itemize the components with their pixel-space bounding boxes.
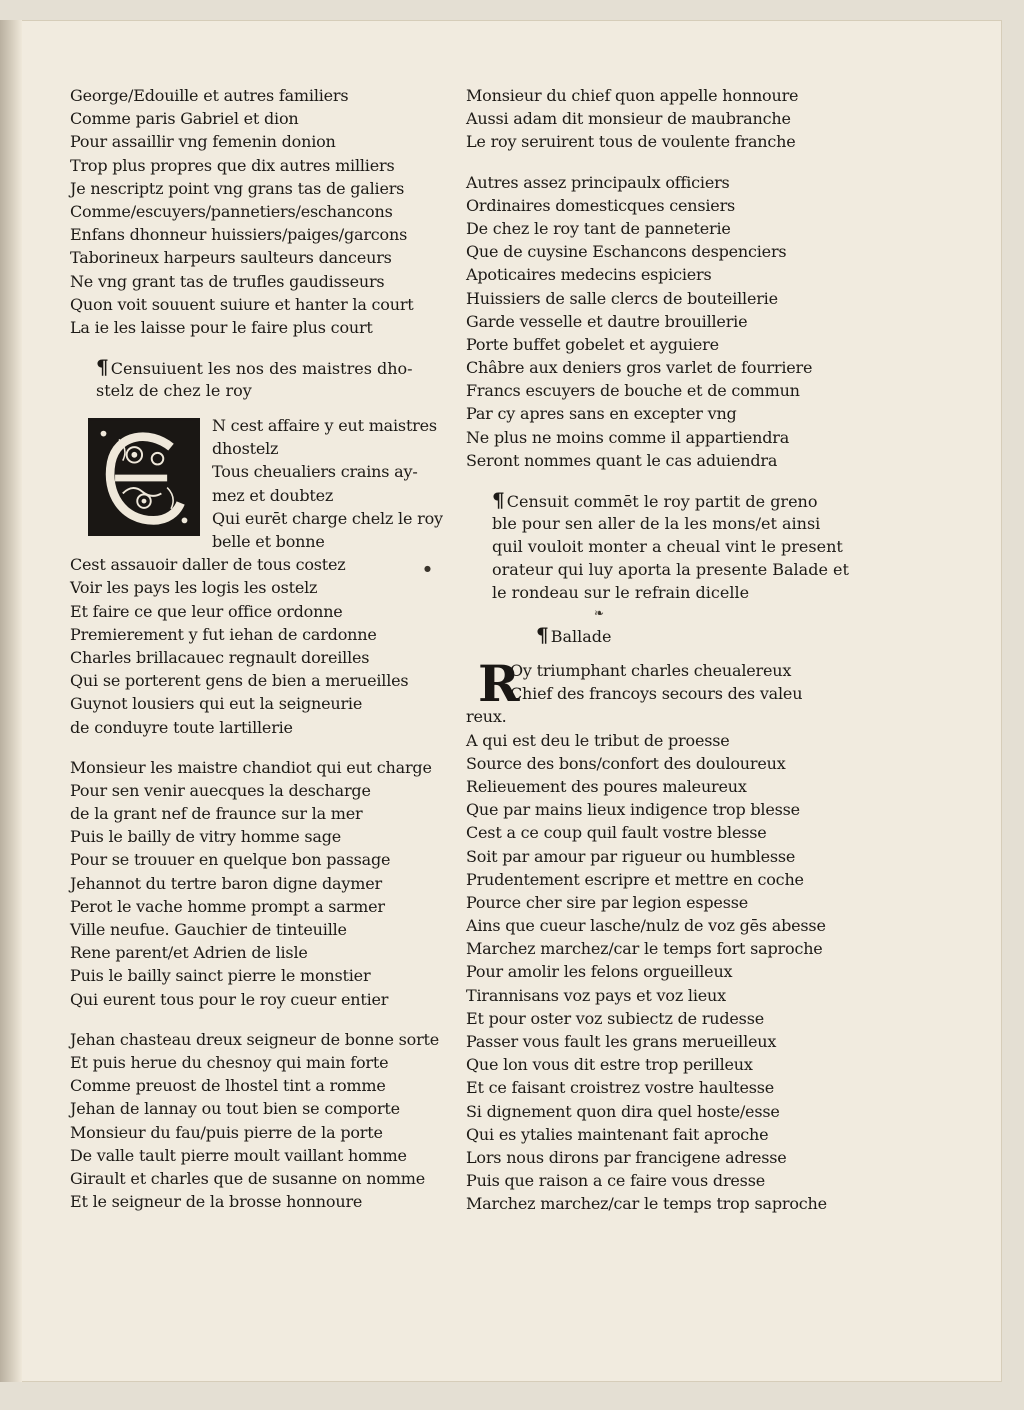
text-line: Voir les pays les logis les ostelz (70, 578, 318, 598)
text-line: Que lon vous dit estre trop perilleux (466, 1055, 753, 1075)
text-line: Marchez marchez/car le temps trop saproche (466, 1194, 827, 1214)
right-stanza-1 (466, 84, 856, 154)
stanza-gap (466, 472, 856, 489)
text-line: De chez le roy tant de panneterie (466, 218, 731, 238)
decorated-initial-e-icon (88, 418, 200, 536)
rubric-line: orateur qui luy aporta la presente Balade et (492, 560, 849, 579)
ballade-stanza (466, 654, 856, 1216)
text-line: Relieuement des poures maleureux (466, 776, 747, 796)
text-line: Autres assez principaulx officiers (466, 172, 730, 192)
text-line: Prudentement escripre et mettre en coche (466, 869, 804, 889)
text-line: Comme paris Gabriel et dion (70, 109, 299, 129)
dropcap-stanza (70, 414, 458, 739)
text-line: Je nescriptz point vng grans tas de galiers (70, 178, 405, 198)
text-line: Puis que raison a ce faire vous dresse (466, 1171, 765, 1191)
text-line: Marchez marchez/car le temps fort saproche (466, 939, 823, 959)
text-line: De valle tault pierre moult vaillant homme (70, 1145, 407, 1165)
text-line: Aussi adam dit monsieur de maubranche (466, 109, 791, 129)
text-line: Monsieur les maistre chandiot qui eut charge (70, 757, 432, 777)
text-line: Qui eurēt charge chelz le roy (212, 508, 443, 528)
text-line: Cest assauoir daller de tous costez (70, 555, 346, 575)
text-line: Huissiers de salle clercs de bouteillerie (466, 288, 778, 308)
stanza-gap (70, 739, 458, 756)
pilcrow-icon: ¶ (492, 488, 505, 512)
text-line: Pour assaillir vng femenin donion (70, 132, 336, 152)
text-line: Enfans dhonneur huissiers/paiges/garcons (70, 225, 408, 245)
text-line: Et faire ce que leur office ordonne (70, 601, 343, 621)
text-line: Pour sen venir auecques la descharge (70, 780, 371, 800)
text-line: Pour se trouuer en quelque bon passage (70, 850, 391, 870)
rubric-line: ¶ Censuit commēt le roy partit de greno (492, 488, 818, 512)
text-line: Que par mains lieux indigence trop blesse (466, 800, 800, 820)
text-line: Pour amolir les felons orgueilleux (466, 962, 733, 982)
text-line: Cest a ce coup quil fault vostre blesse (466, 823, 767, 843)
text-line: Apoticaires medecins espiciers (466, 265, 712, 285)
text-line: Taborineux harpeurs saulteurs danceurs (70, 248, 392, 268)
text-line: dhostelz (212, 439, 279, 459)
ink-dot: ● (424, 564, 431, 573)
left-column (70, 84, 458, 1213)
text-line: Ains que cueur lasche/nulz de voz gēs abesse (466, 916, 826, 936)
text-line: A qui est deu le tribut de proesse (466, 730, 730, 750)
text-line: de la grant nef de fraunce sur la mer (70, 804, 363, 824)
text-line: Jehan de lannay ou tout bien se comporte (70, 1099, 400, 1119)
text-line: Guynot lousiers qui eut la seigneurie (70, 694, 363, 714)
text-line: N cest affaire y eut maistres (212, 416, 437, 436)
text-line: Qui eurent tous pour le roy cueur entier (70, 989, 389, 1009)
text-line: Perot le vache homme prompt a sarmer (70, 896, 385, 916)
right-column (466, 84, 856, 1216)
rubric-line: ble pour sen aller de la les mons/et ainsi (492, 514, 821, 533)
text-line: Comme preuost de lhostel tint a romme (70, 1076, 386, 1096)
text-line: mez et doubtez (212, 485, 334, 505)
text-line: Soit par amour par rigueur ou humblesse (466, 846, 796, 866)
text-line: Et ce faisant croistrez vostre haultesse (466, 1078, 775, 1098)
text-line: Ne plus ne moins comme il appartiendra (466, 427, 790, 447)
stanza-gap (70, 402, 458, 414)
text-line: Ordinaires domesticques censiers (466, 195, 736, 215)
text-line: Et le seigneur de la brosse honnoure (70, 1192, 363, 1212)
text-line: Premierement y fut iehan de cardonne (70, 624, 377, 644)
stanza-gap (70, 339, 458, 356)
left-stanza-4 (70, 1028, 458, 1214)
text-line: Par cy apres sans en excepter vng (466, 404, 737, 424)
text-line: Rene parent/et Adrien de lisle (70, 943, 308, 963)
text-line: Puis le bailly de vitry homme sage (70, 827, 342, 847)
text-line: Le roy seruirent tous de voulente franche (466, 132, 796, 152)
rubric-line: ¶ Censuiuent les nos des maistres dho- (96, 355, 413, 380)
text-line: de conduyre toute lartillerie (70, 717, 293, 737)
text-line: Source des bons/confort des douloureux (466, 753, 786, 773)
ballade-heading: ¶ Ballade (536, 623, 612, 647)
text-line: Francs escuyers de bouche et de commun (466, 381, 800, 401)
rubric-line: le rondeau sur le refrain dicelle (492, 583, 750, 602)
text-line: Trop plus propres que dix autres milliers (70, 155, 395, 175)
fleuron-icon: ❧ (594, 606, 605, 620)
text-line: Girault et charles que de susanne on nomme (70, 1168, 426, 1188)
rubric-line: stelz de chez le roy (96, 381, 252, 401)
text-line: Comme/escuyers/pannetiers/eschancons (70, 201, 393, 221)
stanza-gap (466, 647, 856, 659)
stanza-gap (466, 154, 856, 171)
left-stanza-1 (70, 84, 458, 339)
text-line: Ne vng grant tas de trufles gaudisseurs (70, 271, 385, 291)
text-line: Garde vesselle et dautre brouillerie (466, 311, 748, 331)
pilcrow-icon: ¶ (96, 355, 109, 380)
text-line: George/Edouille et autres familiers (70, 86, 349, 105)
text-line: Châbre aux deniers gros varlet de fourriere (466, 358, 813, 378)
text-line: Ville neufue. Gauchier de tinteuille (70, 920, 347, 939)
text-line: Si dignement quon dira quel hoste/esse (466, 1101, 780, 1121)
text-line: Seront nommes quant le cas aduiendra (466, 450, 778, 470)
text-line: Jehan chasteau dreux seigneur de bonne sorte (70, 1029, 440, 1049)
text-line: Pource cher sire par legion espesse (466, 892, 748, 912)
text-line: Et pour oster voz subiectz de rudesse (466, 1008, 764, 1028)
pilcrow-icon: ¶ (536, 623, 549, 647)
text-line: Monsieur du fau/puis pierre de la porte (70, 1122, 383, 1142)
text-line: belle et bonne (212, 532, 325, 551)
text-line: Oy triumphant charles cheualereux (510, 661, 792, 680)
text-line: Jehannot du tertre baron digne daymer (70, 873, 382, 893)
rubric-masters (70, 356, 458, 402)
text-line: Tirannisans voz pays et voz lieux (466, 985, 726, 1005)
right-stanza-2 (466, 171, 856, 472)
text-line: Charles brillacauec regnault doreilles (70, 647, 370, 667)
text-line: reux. (466, 707, 507, 727)
initial-letter-b-icon: R (478, 654, 520, 713)
stanza-gap (70, 1011, 458, 1028)
text-line: Que de cuysine Eschancons despenciers (466, 242, 787, 262)
text-line: Qui es ytalies maintenant fait aproche (466, 1124, 769, 1144)
text-line: Monsieur du chief quon appelle honnoure (466, 86, 799, 105)
text-line: Et puis herue du chesnoy qui main forte (70, 1052, 389, 1072)
text-line: La ie les laisse pour le faire plus court (70, 317, 373, 337)
left-stanza-3 (70, 756, 458, 1011)
binding-gutter (0, 20, 22, 1382)
fleuron (466, 604, 856, 624)
text-line: Quon voit souuent suiure et hanter la court (70, 294, 414, 314)
text-line: Chief des francoys secours des valeu (510, 684, 803, 704)
text-line: Porte buffet gobelet et ayguiere (466, 334, 719, 354)
text-line: Passer vous fault les grans merueilleux (466, 1032, 777, 1051)
rubric-departure (466, 489, 856, 604)
rubric-line: quil vouloit monter a cheual vint le present (492, 537, 843, 556)
text-line: Tous cheualiers crains ay- (212, 462, 418, 482)
text-line: Puis le bailly sainct pierre le monstier (70, 966, 371, 986)
text-line: Qui se porterent gens de bien a merueilles (70, 671, 409, 691)
text-line: Lors nous dirons par francigene adresse (466, 1147, 787, 1167)
